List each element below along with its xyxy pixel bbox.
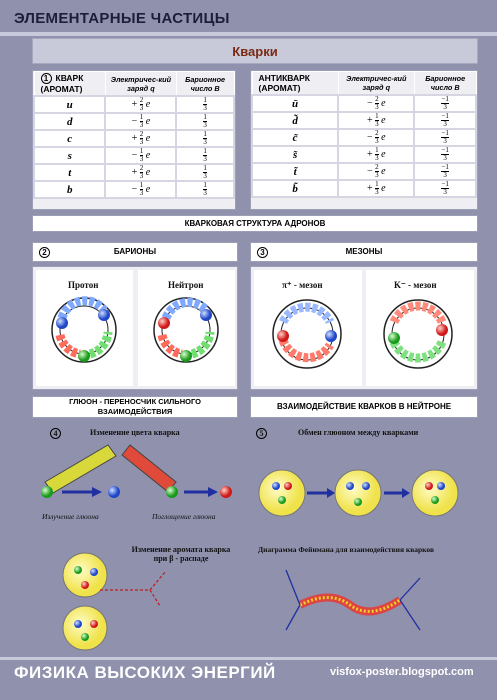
- footer-title: ФИЗИКА ВЫСОКИХ ЭНЕРГИЙ: [14, 663, 276, 682]
- charge-cell: + $\frac{2}{3}$ e: [105, 164, 176, 181]
- section-title: Кварки: [32, 38, 478, 64]
- baryon-cell: $\frac{-1}{3}$: [414, 163, 476, 180]
- pion-diagram: [273, 300, 341, 368]
- site-link[interactable]: visfox-poster.blogspot.com: [330, 666, 474, 678]
- charge-cell: + $\frac{1}{3}$ e: [338, 112, 414, 129]
- structure-bar: КВАРКОВАЯ СТРУКТУРА АДРОНОВ: [32, 215, 478, 232]
- baryon-col-header: Барионное число B: [414, 72, 476, 96]
- charge-cell: + $\frac{1}{3}$ e: [338, 146, 414, 163]
- baryon-cell: $\frac{-1}{3}$: [414, 146, 476, 163]
- baryon-cell: $\frac{1}{3}$: [176, 96, 234, 113]
- flavor-cell: t: [34, 164, 105, 181]
- emission-label: Излучение глюона: [42, 512, 99, 521]
- section-number: 1: [41, 73, 52, 84]
- color-change-diagram: [41, 445, 232, 498]
- section-number: 4: [50, 428, 65, 439]
- charge-cell: − $\frac{2}{3}$ e: [338, 95, 414, 112]
- flavor-cell: s̃: [252, 146, 338, 163]
- flavor-cell: c̃: [252, 129, 338, 146]
- baryon-col-header: Барионное число B: [176, 72, 234, 97]
- kaon-label: K⁻ - мезон: [394, 280, 437, 290]
- flavor-cell: b̃: [252, 180, 338, 197]
- mesons-bar: 3 МЕЗОНЫ: [250, 242, 478, 262]
- charge-cell: + $\frac{1}{3}$ e: [338, 180, 414, 197]
- divider: [0, 657, 497, 660]
- baryon-cell: $\frac{-1}{3}$: [414, 129, 476, 146]
- neutron-interaction-bar: ВЗАИМОДЕЙСТВИЕ КВАРКОВ В НЕЙТРОНЕ: [250, 396, 478, 418]
- baryon-cell: $\frac{1}{3}$: [176, 130, 234, 147]
- quark-col-header: 1 КВАРК (АРОМАТ): [34, 72, 105, 97]
- absorption-label: Поглощение глюона: [152, 512, 216, 521]
- kaon-diagram: [384, 300, 452, 368]
- neutron-diagram: [154, 298, 218, 362]
- flavor-cell: s: [34, 147, 105, 164]
- antiquark-col-header: АНТИКВАРК (АРОМАТ): [252, 72, 338, 96]
- baryon-cell: $\frac{-1}{3}$: [414, 95, 476, 112]
- poster-title: ЭЛЕМЕНТАРНЫЕ ЧАСТИЦЫ: [14, 10, 230, 27]
- baryon-cell: $\frac{1}{3}$: [176, 181, 234, 198]
- feynman-title: Диаграмма Фейнмана для взаимодействия кварков: [258, 545, 435, 554]
- charge-cell: − $\frac{1}{3}$ e: [105, 181, 176, 198]
- color-change-title: Изменение цвета кварка: [90, 428, 180, 437]
- baryons-bar: 2 БАРИОНЫ: [32, 242, 238, 262]
- gluon-exchange-diagram: [259, 470, 458, 516]
- baryon-cell: $\frac{-1}{3}$: [414, 112, 476, 129]
- gluon-bar: ГЛЮОН - ПЕРЕНОСЧИК СИЛЬНОГО ВЗАИМОДЕЙСТВИЯ: [32, 396, 238, 418]
- flavor-cell: t̃: [252, 163, 338, 180]
- charge-col-header: Электричес-кий заряд q: [338, 72, 414, 96]
- beta-decay-diagram: [63, 553, 165, 650]
- neutron-label: Нейтрон: [168, 280, 204, 290]
- baryon-cell: $\frac{-1}{3}$: [414, 180, 476, 197]
- charge-cell: − $\frac{2}{3}$ e: [338, 129, 414, 146]
- flavor-cell: d: [34, 113, 105, 130]
- flavor-cell: c: [34, 130, 105, 147]
- flavor-cell: d̃: [252, 112, 338, 129]
- charge-cell: − $\frac{2}{3}$ e: [338, 163, 414, 180]
- charge-cell: + $\frac{2}{3}$ e: [105, 130, 176, 147]
- flavor-cell: ū: [252, 95, 338, 112]
- exchange-title: Обмен глюоном между кварками: [298, 428, 419, 437]
- charge-cell: − $\frac{1}{3}$ e: [105, 147, 176, 164]
- flavor-cell: b: [34, 181, 105, 198]
- charge-cell: − $\frac{1}{3}$ e: [105, 113, 176, 130]
- feynman-diagram: [286, 570, 420, 630]
- pion-label: π⁺ - мезон: [282, 280, 323, 290]
- section-number: 5: [256, 428, 271, 439]
- baryon-cell: $\frac{1}{3}$: [176, 164, 234, 181]
- proton-diagram: [52, 298, 116, 362]
- beta-title: Изменение аромата кварка при β - распаде: [131, 545, 231, 563]
- baryon-cell: $\frac{1}{3}$: [176, 113, 234, 130]
- charge-cell: + $\frac{2}{3}$ e: [105, 96, 176, 113]
- baryon-cell: $\frac{1}{3}$: [176, 147, 234, 164]
- proton-label: Протон: [68, 280, 99, 290]
- charge-col-header: Электричес-кий заряд q: [105, 72, 176, 97]
- flavor-cell: u: [34, 96, 105, 113]
